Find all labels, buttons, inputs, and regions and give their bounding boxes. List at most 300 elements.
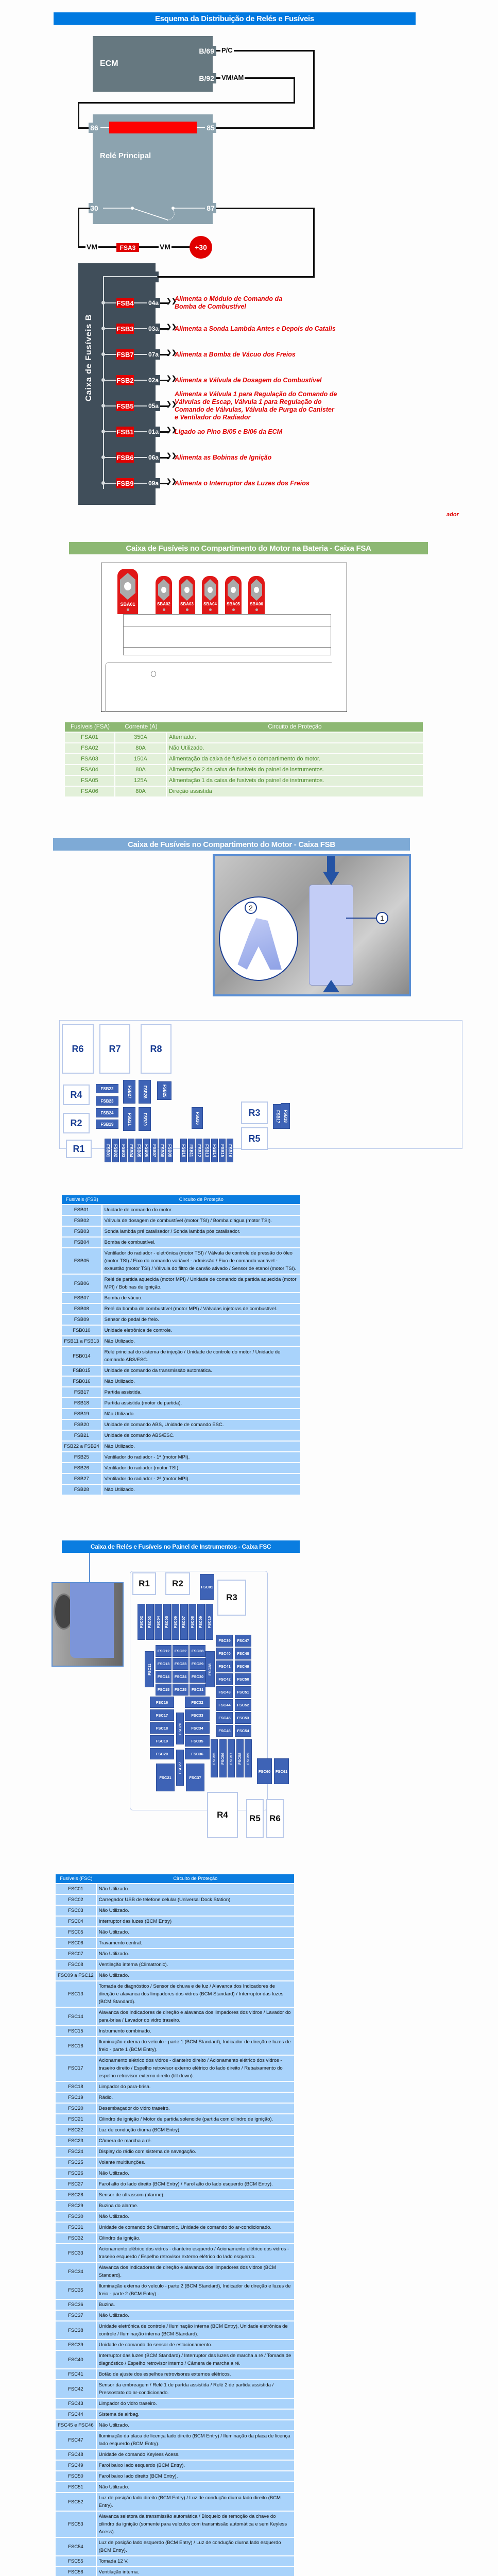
fsc-fuse-cell: FSC21 <box>56 2114 97 2124</box>
fuse-code: 01a <box>147 427 160 437</box>
terminal-dot <box>163 608 165 611</box>
fsb-row <box>62 1248 300 1274</box>
fsc-fuse-cell: FSC17 <box>56 2056 97 2081</box>
fsc-circuit-cell: Iluminação da placa de licença lado direito (BCM Entry) / Iluminação da placa de licença lado esquerdo (BCM Entry). <box>97 2431 294 2449</box>
fsb-circuit-cell: Não Utilizado. <box>102 1377 300 1386</box>
fuse-fsb13 <box>203 1139 210 1162</box>
description-line: e Ventilador do Radiador <box>175 414 251 421</box>
fsc-fuse-cell: FSC36 <box>56 2300 97 2310</box>
fuse-label: FSB18 <box>283 1109 288 1123</box>
fsc-fuse-cell: FSC30 <box>56 2212 97 2222</box>
fuse-fsc27 <box>176 1750 184 1786</box>
fsc-fuse-cell: FSC16 <box>56 2037 97 2055</box>
fsc-fuse-cell: FSC01 <box>56 1884 97 1894</box>
fuse-fsb01 <box>105 1139 111 1162</box>
wire-label-vmam: VM/AM <box>221 74 244 81</box>
fsa-circuit-cell: Alimentação da caixa de fusíveis o compartimento do motor. <box>167 754 423 764</box>
fsa-fuse-cell: FSA03 <box>65 754 115 764</box>
fuse-fsc21 <box>156 1764 175 1791</box>
fuse-label: FSC26 <box>178 1722 182 1735</box>
fsb-row <box>62 1398 300 1408</box>
fsb-circuit-cell: Ventilador do radiador (motor TSI). <box>102 1463 300 1473</box>
fuse-description <box>175 377 322 384</box>
fsb-row <box>62 1293 300 1303</box>
fuse-label: FSB21 <box>127 1112 132 1126</box>
relay-r3: R3 <box>241 1101 268 1124</box>
fsc-fuse-cell: FSC55 <box>56 2556 97 2566</box>
wire-30-down <box>78 208 79 247</box>
wire-pc-vertical <box>313 50 315 129</box>
fuse-fsb11 <box>188 1139 195 1162</box>
fuse-fsc09 <box>197 1604 205 1640</box>
fsb-row <box>62 1474 300 1484</box>
wire-label-pc: P/C <box>221 46 233 54</box>
fsc-row <box>56 2538 294 2555</box>
fsb-fuse-cell: FSB26 <box>62 1463 102 1473</box>
terminal-dot <box>186 608 188 611</box>
fsa-busbar <box>123 614 331 655</box>
fsc-row <box>56 2493 294 2511</box>
fsb-fuse-cell: FSB17 <box>62 1387 102 1397</box>
fsc-row <box>56 1938 294 1948</box>
relay-r1: R1 <box>66 1140 92 1158</box>
fuse-code: 05a <box>147 401 160 411</box>
fsb-col-fuse: Fusíveis (FSB) <box>62 1195 102 1204</box>
fsb-fuse-cell: FSB18 <box>62 1398 102 1408</box>
fsc-circuit-cell: Alavanca dos Indicadores de direção e alavanca dos limpadores dos vidros (BCM Standard). <box>97 2263 294 2280</box>
relay-pin-85: 85 <box>205 123 216 133</box>
fuse-fsc47 <box>235 1635 251 1647</box>
fsc-row <box>56 2212 294 2222</box>
terminal-sba05 <box>225 576 242 614</box>
wire-vmam-down <box>294 77 295 104</box>
fsb-circuit-cell: Sensor do pedal de freio. <box>102 1315 300 1325</box>
fsc-row <box>56 2512 294 2537</box>
fsc-circuit-cell: Não Utilizado. <box>97 2420 294 2430</box>
wire-87-down <box>313 208 315 277</box>
fuse-label: FSC15 <box>157 1687 170 1692</box>
fsc-row <box>56 2556 294 2566</box>
fuse-fsb07 <box>151 1139 158 1162</box>
terminal-dot <box>127 608 129 611</box>
fsc-row <box>56 1981 294 2007</box>
terminal-hole <box>254 587 259 593</box>
fuse-fsb08 <box>159 1139 165 1162</box>
fuse-label: FSC60 <box>258 1769 271 1774</box>
relay-r7: R7 <box>99 1024 130 1074</box>
fsc-circuit-cell: Não Utilizado. <box>97 1884 294 1894</box>
fuse-label: FSB28 <box>142 1085 147 1098</box>
fuse-label: FSB19 <box>100 1122 114 1127</box>
fuse-label: FSC38 <box>208 1663 213 1675</box>
fsa-row <box>65 743 423 753</box>
wire-vmam-left-down <box>78 102 79 129</box>
fsc-circuit-cell: Luz de condução diurna (BCM Entry). <box>97 2125 294 2135</box>
fsa-current-cell: 80A <box>115 787 167 796</box>
fsc-fuse-cell: FSC41 <box>56 2369 97 2379</box>
terminal-dot <box>232 608 235 611</box>
fuse-label: FSC06 <box>173 1616 178 1628</box>
fuse-label: FSC12 <box>157 1649 170 1653</box>
relay-r4: R4 <box>207 1792 238 1838</box>
fsb-circuit-cell: Ventilador do radiador - eletrônica (motor TSI) / Válvula de controle de pressão do óleo (motor TSI) / Eixo do comando variável - admissão / Eixo de comando variável - exaustão (motor TSI) / Válvula do filtro de carvão ativado / Sensor de etanol (motor TSI). <box>102 1248 300 1274</box>
fuse-fsc30 <box>190 1671 205 1683</box>
fsa-table <box>65 721 423 798</box>
fuse-fsc29 <box>190 1658 205 1670</box>
fsc-row <box>56 2471 294 2481</box>
fuse-fsc54 <box>235 1725 251 1737</box>
fsc-row <box>56 2093 294 2103</box>
fuse-fsc12 <box>156 1645 171 1657</box>
fsc-col-fuse: Fusíveis (FSC) <box>56 1874 97 1883</box>
fsc-circuit-cell: Não Utilizado. <box>97 2212 294 2222</box>
fuse-fsc22 <box>173 1645 188 1657</box>
wire-87-to-fusebox <box>158 276 315 278</box>
fuse-fsb12 <box>196 1139 202 1162</box>
wire-30 <box>78 208 90 209</box>
fuse-label: FSC29 <box>191 1662 204 1666</box>
fsa-busbar-line <box>123 647 331 648</box>
fsc-row <box>56 2190 294 2200</box>
fsc-fuse-cell: FSC24 <box>56 2147 97 2157</box>
fsb-fuse-cell: FSB20 <box>62 1420 102 1430</box>
wire-87 <box>216 208 315 209</box>
fsb-circuit-cell: Ventilador do radiador - 2ª (motor MPI). <box>102 1474 300 1484</box>
fuse-label: FSB17 <box>275 1110 280 1123</box>
fuse-fsb20 <box>139 1107 151 1131</box>
fuse-label: FSC08 <box>190 1616 195 1628</box>
fuse-fsc03 <box>146 1604 154 1640</box>
arrow-right-icon: ❯❯ <box>166 297 177 304</box>
fuse-fsc31 <box>190 1684 205 1696</box>
ecm-label: ECM <box>100 59 118 68</box>
fuse-fsc18 <box>150 1722 174 1734</box>
fsb-col-circuit: Circuito de Proteção <box>102 1195 300 1204</box>
fuse-fsc40 <box>216 1648 233 1659</box>
fsa-current-cell: 80A <box>115 743 167 753</box>
fuse-label: FSC54 <box>237 1728 249 1733</box>
fuse-fsc35 <box>185 1735 210 1747</box>
fsc-circuit-cell: Sensor de ultrassom (alarme). <box>97 2190 294 2200</box>
fsc-circuit-cell: Iluminação externa do veículo - parte 2 (BCM Standard), Indicador de direção e luzes de freio - parte 2 (BCM Entry) . <box>97 2281 294 2299</box>
fuse-fsb23 <box>96 1096 118 1106</box>
fsc-fuse-cell: FSC42 <box>56 2380 97 2398</box>
terminal-sba03 <box>179 576 195 614</box>
fsc-circuit-cell: Carregador USB de telefone celular (Universal Dock Station). <box>97 1895 294 1905</box>
fuse-fsc44 <box>216 1699 233 1711</box>
relay-r3: R3 <box>217 1580 246 1616</box>
fsb-row <box>62 1387 300 1397</box>
fsa-circuit-cell: Alimentação 1 da caixa de fusíveis do painel de instrumentos. <box>167 776 423 786</box>
fsc-fuse-cell: FSC07 <box>56 1949 97 1959</box>
fsc-fuse-cell: FSC28 <box>56 2190 97 2200</box>
fsb-title-bar: Caixa de Fusíveis no Compartimento do Motor - Caixa FSB <box>53 838 410 851</box>
fuse-fsc52 <box>235 1699 251 1711</box>
fsc-fuse-cell: FSC40 <box>56 2351 97 2368</box>
fuse-label: FSC37 <box>189 1775 201 1780</box>
fuse-fsc23 <box>173 1658 188 1670</box>
fsb-circuit-cell: Unidade de comando ABS, Unidade de comando ESC. <box>102 1420 300 1430</box>
fsa-fuse-cell: FSA01 <box>65 733 115 742</box>
terminal-label: SBA04 <box>203 602 217 606</box>
relay-coil-lead-left <box>100 127 109 128</box>
fsb-fuse-cell: FSB010 <box>62 1326 102 1335</box>
fsb-fuse-cell: FSB016 <box>62 1377 102 1386</box>
arrow-right-icon: ❯❯ <box>166 426 177 433</box>
description-line: Alimenta as Bobinas de Ignição <box>175 453 272 461</box>
fsc-location-photo <box>51 1582 124 1667</box>
fuse-label: FSC23 <box>174 1662 187 1666</box>
fsb-fuse-cell: FSB06 <box>62 1275 102 1292</box>
fsc-circuit-cell: Sistema de airbag. <box>97 2410 294 2419</box>
fsa-fuse-cell: FSA05 <box>65 776 115 786</box>
fsc-fuse-cell: FSC48 <box>56 2450 97 2460</box>
fuse-label: FSC27 <box>178 1761 182 1774</box>
fuse-fsb28 <box>139 1080 151 1104</box>
fuse-label: FSC31 <box>191 1687 204 1692</box>
fsb-circuit-cell: Não Utilizado. <box>102 1336 300 1346</box>
fsc-fuse-cell: FSC19 <box>56 2093 97 2103</box>
fuse-label: FSC01 <box>201 1584 213 1589</box>
fusebox-b-label: Caixa de Fusíveis B <box>84 314 93 401</box>
fsa-row <box>65 733 423 742</box>
fuse-description <box>175 480 310 487</box>
fuse-label: FSB25 <box>162 1084 167 1097</box>
fuse-fsc36 <box>185 1748 210 1759</box>
fsc-fuse-cell: FSC15 <box>56 2026 97 2036</box>
fuse-fsc25 <box>173 1684 188 1696</box>
fsc-fuse-cell: FSC56 <box>56 2567 97 2576</box>
terminal-hole <box>208 587 213 593</box>
fsc-row <box>56 2431 294 2449</box>
fuse-label: FSC16 <box>156 1700 168 1705</box>
fsb-circuit-cell: Unidade de comando ABS/ESC. <box>102 1431 300 1440</box>
fsc-fuse-cell: FSC25 <box>56 2158 97 2167</box>
fuse-label: FSB15 <box>220 1144 225 1157</box>
fsc-circuit-cell: Sensor da embreagem / Relé 1 de partda assistida / Relé 2 de partida assistida / Pressostato do ar-condicionado. <box>97 2380 294 2398</box>
terminal-label: SBA05 <box>227 602 240 606</box>
fsc-fuse-cell: FSC32 <box>56 2233 97 2243</box>
fuse-label: FSC49 <box>237 1664 249 1669</box>
fuse-description <box>175 351 296 359</box>
fuse-label: FSB22 <box>100 1086 114 1091</box>
fsb-row <box>62 1431 300 1440</box>
fuse-fsc41 <box>216 1660 233 1672</box>
fsa-col-circuit: Circuito de Proteção <box>167 722 423 732</box>
fuse-label: FSC41 <box>218 1664 231 1669</box>
fuse-label: FSC07 <box>181 1616 186 1628</box>
fuse-label: FSC47 <box>237 1638 249 1643</box>
fsc-circuit-cell: Limpador do vidro traseiro. <box>97 2399 294 2409</box>
fuse-tag-fsb6: FSB6 <box>116 452 134 463</box>
fuse-code: 03a <box>147 324 160 334</box>
fuse-label: FSC21 <box>159 1775 171 1780</box>
fuse-fsc33 <box>185 1709 210 1721</box>
fsc-circuit-cell: Volante multifunções. <box>97 2158 294 2167</box>
fsc-row <box>56 2244 294 2262</box>
fuse-fsc05 <box>163 1604 171 1640</box>
fuse-fsc15 <box>156 1684 171 1696</box>
fsc-circuit-cell: Botão de ajuste dos espelhos retrovisores externos elétricos. <box>97 2369 294 2379</box>
fsc-row <box>56 2263 294 2280</box>
description-line: Comando de Válvulas, Válvula de Purga do Canister <box>175 406 334 413</box>
fsc-circuit-cell: Rádio. <box>97 2093 294 2103</box>
fsc-row <box>56 2351 294 2368</box>
fsc-circuit-cell: Iluminação externa do veículo - parte 1 (BCM Standard), Indicador de direção e luzes de freio - parte 1 (BCM Entry). <box>97 2037 294 2055</box>
relay-r2: R2 <box>165 1572 190 1595</box>
fuse-fsc42 <box>216 1673 233 1685</box>
fsc-circuit-cell: Luz de posição lado direito (BCM Entry) / Luz de condução diurna lado direito (BCM Entry). <box>97 2493 294 2511</box>
fsc-cover <box>70 1583 114 1658</box>
fsa-circuit-cell: Não Utilizado. <box>167 743 423 753</box>
fsb-circuit-cell: Relé principal do sistema de injeção / Unidade de controle do motor / Unidade de comando ABS/ESC. <box>102 1347 300 1365</box>
fsc-circuit-cell: Luz de posição lado esquerdo (BCM Entry) / Luz de condução diurna lado esquerdo (BCM Entry). <box>97 2538 294 2555</box>
fsb-fuse-cell: FSB21 <box>62 1431 102 1440</box>
fuse-label: FSC35 <box>191 1738 203 1743</box>
fuse-fsc17 <box>150 1709 174 1721</box>
fsc-circuit-cell: Cilindro da ignição. <box>97 2233 294 2243</box>
fuse-fsc56 <box>219 1739 227 1777</box>
fsc-circuit-cell: Instrumento combinado. <box>97 2026 294 2036</box>
fuse-label: FSC53 <box>237 1716 249 1720</box>
fuse-label: FSC39 <box>218 1638 231 1643</box>
fsb-row <box>62 1409 300 1419</box>
fuse-label: FSC02 <box>139 1616 144 1628</box>
ecm-pin-b92: B/92 <box>195 73 216 83</box>
fuse-code: 02a <box>147 375 160 385</box>
fuse-label: FSC33 <box>191 1713 203 1718</box>
fsa-row <box>65 754 423 764</box>
fuse-fsc51 <box>235 1686 251 1698</box>
relay-r6: R6 <box>62 1024 94 1074</box>
terminal-hole <box>124 582 131 590</box>
fuse-label: FSC20 <box>156 1751 168 1756</box>
fuse-label: FSC09 <box>198 1616 203 1628</box>
fsc-row <box>56 2147 294 2157</box>
fuse-fsc46 <box>216 1725 233 1737</box>
fuse-label: FSB20 <box>142 1112 147 1126</box>
fuse-code: 04a <box>147 298 160 308</box>
description-line: Bomba de Combustível <box>175 303 246 310</box>
fuse-fsc01 <box>200 1574 214 1600</box>
fsc-fuse-cell: FSC50 <box>56 2471 97 2481</box>
fsb-fuse-cell: FSB11 a FSB13 <box>62 1336 102 1346</box>
fsb-circuit-cell: Ventilador do radiador - 1ª (motor MPI). <box>102 1452 300 1462</box>
fuse-label: FSB01 <box>106 1144 110 1157</box>
fsb-row <box>62 1452 300 1462</box>
fsb-table <box>62 1194 300 1496</box>
fuse-label: FSB13 <box>204 1144 209 1157</box>
fsb-circuit-cell: Não Utilizado. <box>102 1485 300 1495</box>
fsc-circuit-cell: Farol alto do lado direito (BCM Entry) / Farol alto do lado esquerdo (BCM Entry). <box>97 2179 294 2189</box>
wire-85 <box>216 127 315 129</box>
arrow-right-icon: ❯❯ <box>166 452 177 459</box>
relay-r1: R1 <box>132 1572 156 1595</box>
fuse-label: FSB05 <box>136 1144 141 1157</box>
fsc-fuse-cell: FSC27 <box>56 2179 97 2189</box>
fuse-fsb27 <box>123 1080 135 1104</box>
fuse-tag-fsb1: FSB1 <box>116 427 134 437</box>
fuse-fsc58 <box>236 1739 244 1777</box>
fuse-label: FSC55 <box>212 1752 217 1765</box>
fsa-col-fuse: Fusíveis (FSA) <box>65 722 115 732</box>
fsc-row <box>56 2158 294 2167</box>
fuse-description <box>175 428 282 436</box>
fuse-fsc20 <box>150 1748 174 1759</box>
fuse-label: FSB10 <box>181 1144 186 1157</box>
fsc-row <box>56 2420 294 2430</box>
fsb-row <box>62 1205 300 1215</box>
fsc-row <box>56 1927 294 1937</box>
fsc-row <box>56 2461 294 2470</box>
schematic-title-bar: Esquema da Distribuição de Relés e Fusíveis <box>54 12 416 25</box>
fsb-circuit-cell: Partida assistida. <box>102 1387 300 1397</box>
fsa-col-current: Corrente (A) <box>115 722 167 732</box>
fsc-circuit-cell: Não Utilizado. <box>97 2311 294 2320</box>
fsa-circuit-cell: Direção assistida <box>167 787 423 796</box>
fsc-row <box>56 2281 294 2299</box>
fuse-tag-fsb7: FSB7 <box>116 349 134 360</box>
fsc-circuit-cell: Farol baixo lado esquerdo (BCM Entry). <box>97 2461 294 2470</box>
fsa-fuse-cell: FSA04 <box>65 765 115 775</box>
fsb-row <box>62 1336 300 1346</box>
fuse-label: FSC56 <box>220 1752 225 1765</box>
fsc-circuit-cell: Buzina do alarme. <box>97 2201 294 2211</box>
relay-pin-86: 86 <box>89 123 100 133</box>
fsb-circuit-cell: Válvula de dosagem de combustível (motor TSI) / Bomba d'água (motor TSI). <box>102 1216 300 1226</box>
fuse-label: FSC24 <box>174 1674 187 1679</box>
arrow-down-icon <box>323 872 339 885</box>
fuse-label: FSC61 <box>275 1769 288 1774</box>
fsb-circuit-cell: Unidade de comando da transmissão automática. <box>102 1366 300 1376</box>
fuse-fsc10 <box>205 1604 213 1640</box>
terminal-sba02 <box>156 576 172 614</box>
fuse-label: FSC51 <box>237 1690 249 1694</box>
description-line: Alimenta a Válvula de Dosagem do Combustível <box>175 376 322 384</box>
fuse-label: FSC13 <box>157 1662 170 1666</box>
fsb-row <box>62 1315 300 1325</box>
fuse-fsc28 <box>190 1645 205 1657</box>
fsc-circuit-cell: Interruptor das luzes (BCM Entry) <box>97 1917 294 1926</box>
fuse-label: FSB24 <box>100 1110 114 1115</box>
fsc-fuse-cell: FSC37 <box>56 2311 97 2320</box>
fsb-circuit-cell: Relé de partida aquecida (motor MPI) / Unidade de comando da partida aquecida (motor MPI) / Bobinas de ignição. <box>102 1275 300 1292</box>
fuse-fsb10 <box>180 1139 187 1162</box>
fsb-row <box>62 1304 300 1314</box>
fsc-circuit-cell: Tomada 12 V. <box>97 2556 294 2566</box>
fsc-circuit-cell: Travamento central. <box>97 1938 294 1948</box>
fsb-fuse-cell: FSB014 <box>62 1347 102 1365</box>
fsc-fuse-cell: FSC33 <box>56 2244 97 2262</box>
fsc-row <box>56 2201 294 2211</box>
fsc-fuse-cell: FSC35 <box>56 2281 97 2299</box>
terminal-sba06 <box>248 576 265 614</box>
fsc-table <box>56 1873 294 2576</box>
fsc-circuit-cell: Câmera de marcha a ré. <box>97 2136 294 2146</box>
fsc-row <box>56 2114 294 2124</box>
fuse-fsc45 <box>216 1712 233 1724</box>
fuse-label: FSC28 <box>191 1649 204 1653</box>
fsc-fuse-cell: FSC14 <box>56 2008 97 2025</box>
fuse-label: FSB12 <box>197 1144 201 1157</box>
fuse-fsc37 <box>186 1764 204 1791</box>
fsb-fuse-cell: FSB28 <box>62 1485 102 1495</box>
fsc-fuse-cell: FSC29 <box>56 2201 97 2211</box>
fsb-cover <box>309 885 353 986</box>
fsb-row <box>62 1420 300 1430</box>
fsc-circuit-cell: Não Utilizado. <box>97 2168 294 2178</box>
fuse-label: FSC59 <box>246 1752 251 1765</box>
